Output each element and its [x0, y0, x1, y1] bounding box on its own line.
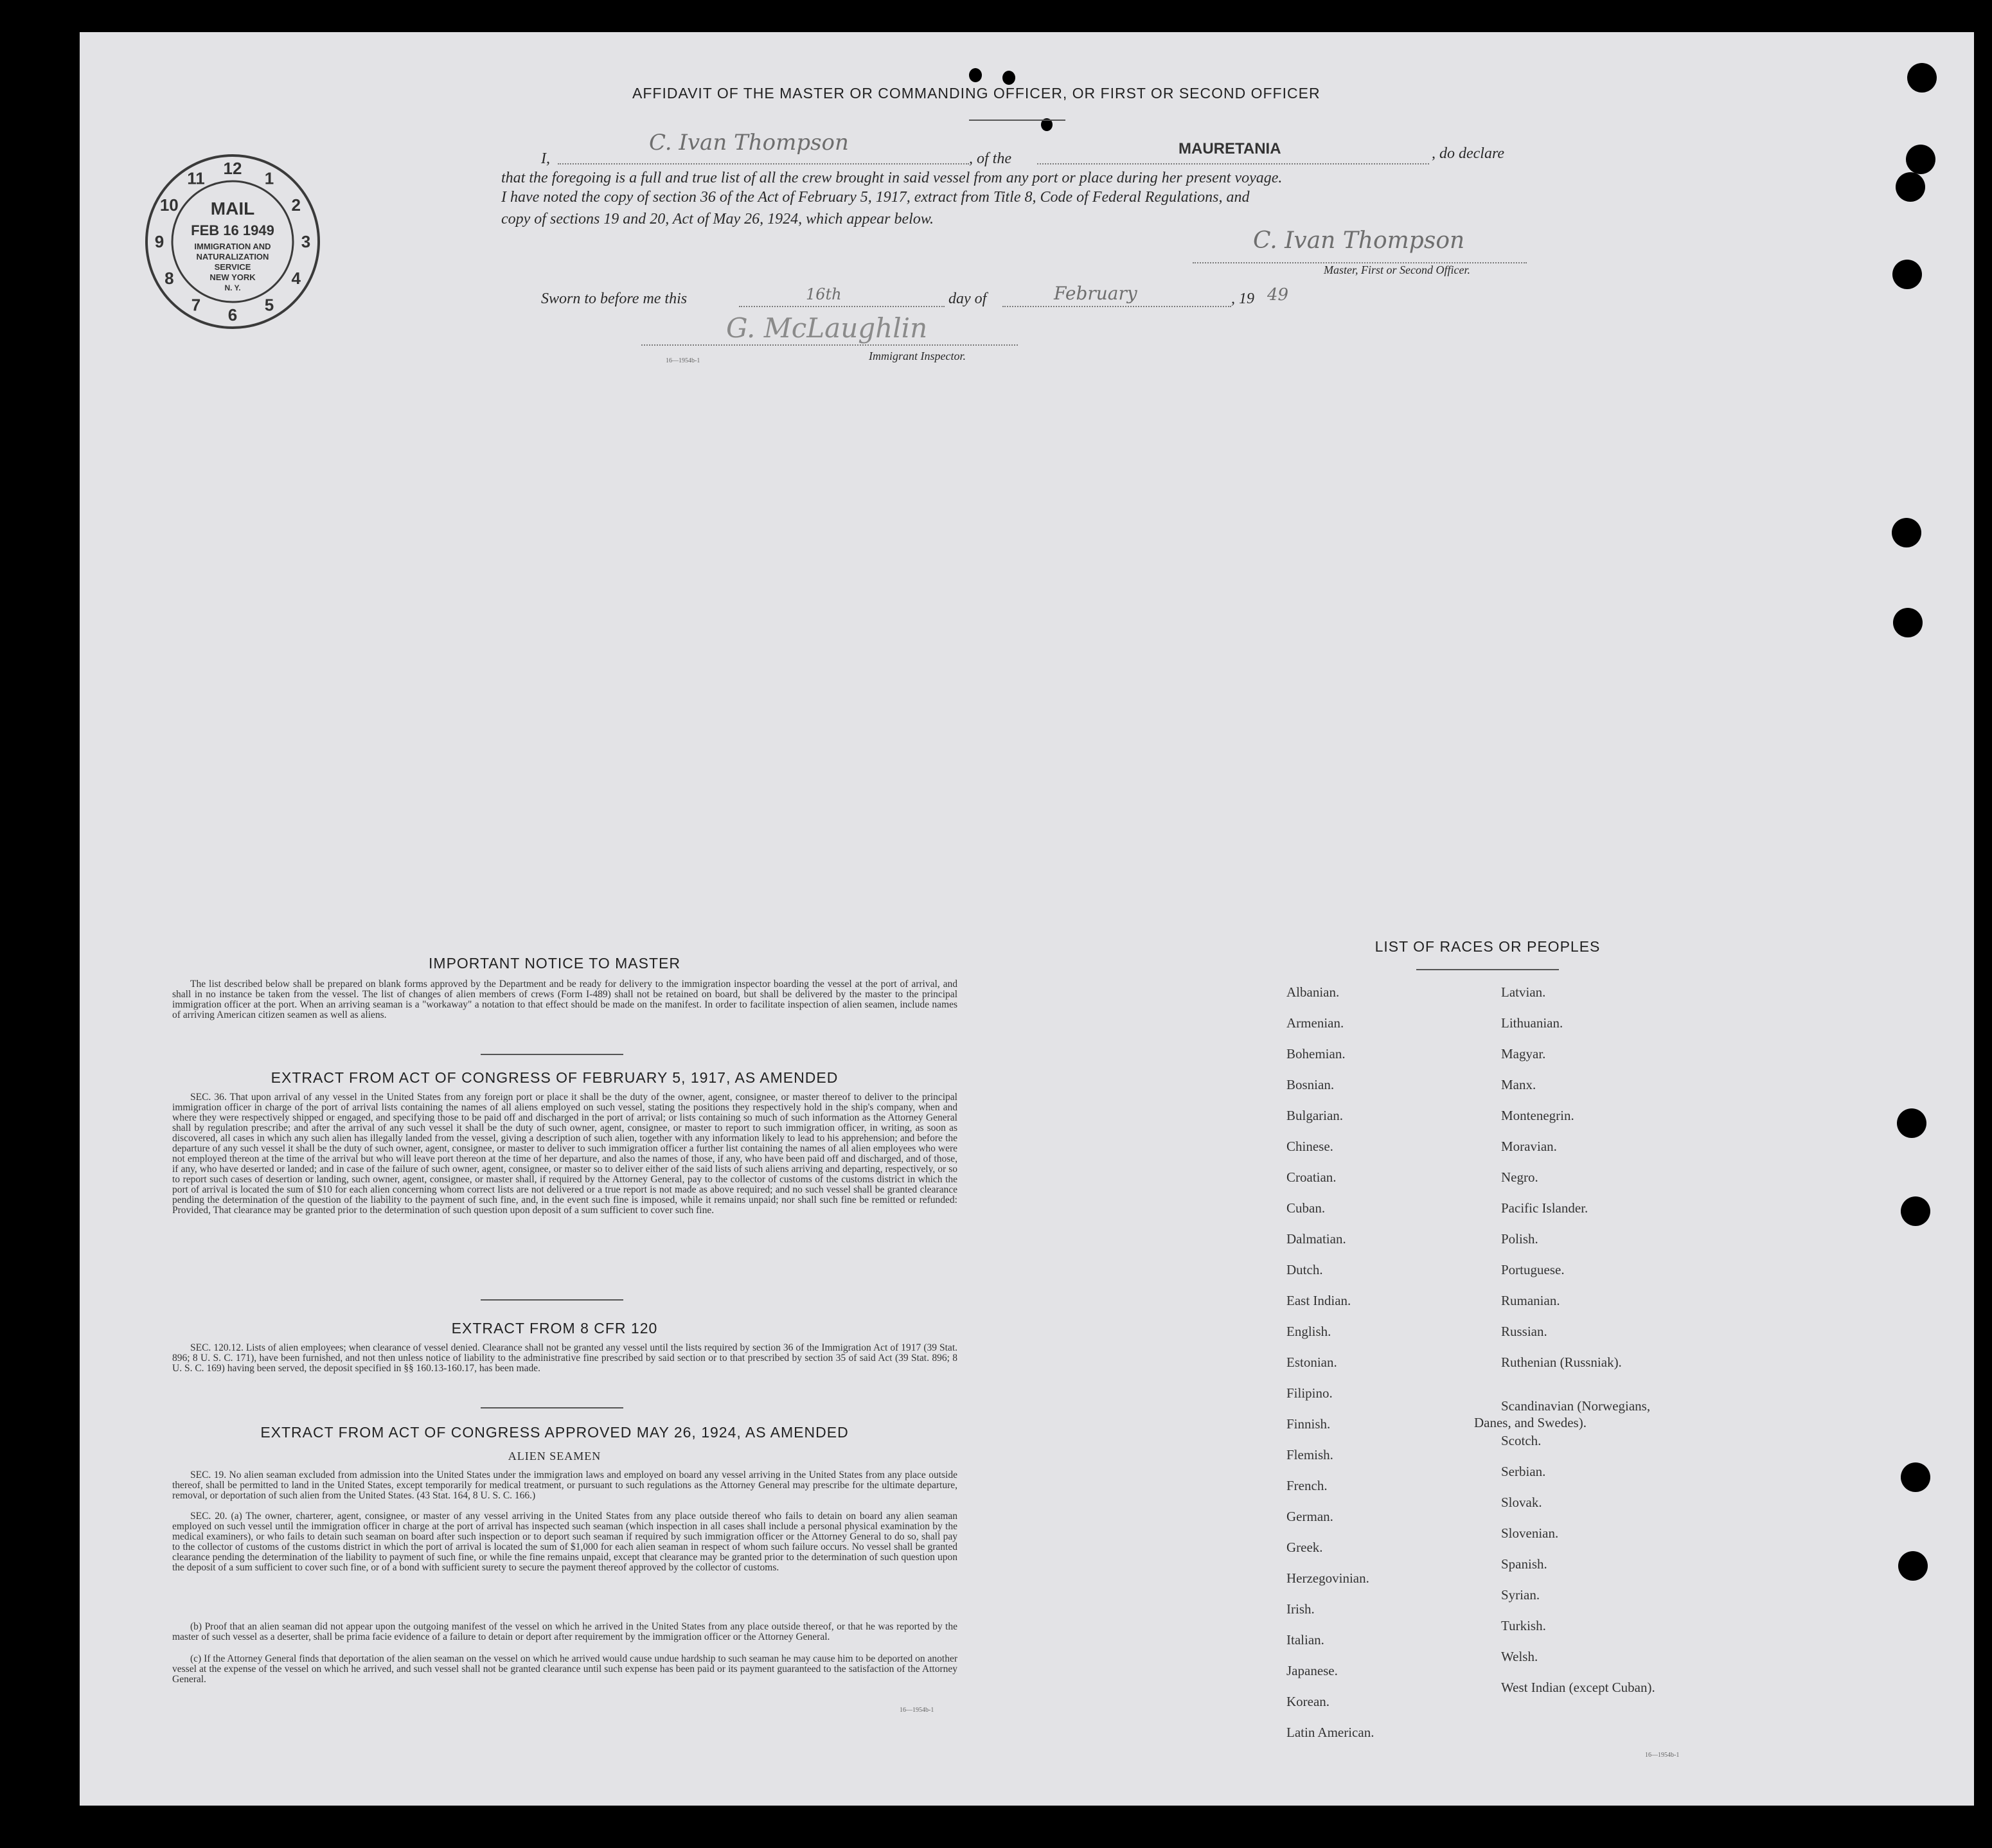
- race-item: Latin American.: [1286, 1725, 1374, 1740]
- stamp-ring-number: 9: [154, 232, 165, 251]
- race-item: Armenian.: [1286, 1015, 1344, 1031]
- notice-body: The list described below shall be prepared on blank forms approved by the Department and be ready for delivery to the immigration inspector boarding the vessel at the port of arrival, and shall in no instance be taken from the vessel. The list of changes of alien members of crews (Form I-489) shall not be retained on board, but shall be delivered by the master to the principal immigration officer at the port. When an arriving seaman is a "workaway" a notation to that effect should be made on the manifest. In order to facilitate inspection of alien seamen, include names of arriving American citizen seamen as well as aliens.: [172, 979, 957, 1020]
- race-item: Polish.: [1501, 1231, 1538, 1247]
- race-item: Scotch.: [1501, 1433, 1542, 1448]
- stamp-mail-text: MAIL: [210, 199, 255, 218]
- race-item: Croatian.: [1286, 1169, 1337, 1185]
- race-item: Korean.: [1286, 1694, 1330, 1709]
- extract-1924-sec20b: (b) Proof that an alien seaman did not appear upon the outgoing manifest of the vessel on which he arrived in the United States from any place outside thereof, or that he was reported by the master of such vessel as a deserter, shall be prima facie evidence of a failure to detain or deport after requirement by the immigration officer or the Attorney General.: [172, 1621, 957, 1642]
- race-item: Filipino.: [1286, 1385, 1333, 1401]
- stamp-date: FEB 16 1949: [191, 222, 274, 238]
- race-item: French.: [1286, 1478, 1328, 1493]
- alien-seamen-subtitle: ALIEN SEAMEN: [508, 1450, 601, 1462]
- race-item: Irish.: [1286, 1601, 1315, 1617]
- race-item: Italian.: [1286, 1632, 1324, 1648]
- divider: [1416, 969, 1559, 970]
- stamp-ring-number: 4: [291, 269, 301, 288]
- punch-hole: [1897, 1108, 1926, 1138]
- divider: [969, 120, 1065, 121]
- signature-caption: Master, First or Second Officer.: [1324, 263, 1470, 276]
- master-name-handwritten: C. Ivan Thompson: [649, 130, 849, 155]
- sworn-day: 16th: [806, 285, 842, 303]
- stamp-ring-number: 3: [301, 232, 311, 251]
- punch-hole: [1901, 1196, 1930, 1226]
- affidavit-do-declare: , do declare: [1432, 145, 1505, 162]
- inspector-line: [641, 344, 1018, 346]
- punch-hole: [1893, 608, 1923, 637]
- race-item: Flemish.: [1286, 1447, 1333, 1462]
- race-item: English.: [1286, 1324, 1331, 1339]
- race-item: Slovak.: [1501, 1495, 1542, 1510]
- extract-1917-body: SEC. 36. That upon arrival of any vessel in the United States from any foreign port or place it shall be the duty of the owner, agent, consignee, or master thereof to deliver to the principal immigration officer in charge of the port of arrival lists containing the names of all aliens employed on such vessel, stating the positions they respectively hold in the ship's company, when and where they were respectively shipped or engaged, and specifying those to be paid off and discharged in the port of arrival; or lists containing so much of such information as the Attorney General shall by regulation prescribe; and after the arrival of any such vessel it shall be the duty of such owner, agent, consignee, or master to report to such immigration officer, in writing, as soon as discovered, all cases in which any such alien has illegally landed from the vessel, giving a description of such alien, together with any information likely to lead to his apprehension; and before the departure of any such vessel it shall be the duty of such owner, agent, consignee, or master to deliver to such immigration officer a further list containing the names of all alien employees who were not employed thereon at the time of the arrival but who will leave port thereon at the time of her departure, and also the names of those, if any, who have been paid off and discharged, and of those, if any, who have deserted or landed; and in case of the failure of such owner, agent, consignee, or master so to deliver either of the said lists of such aliens arriving and departing, respectively, or so to report such cases of desertion or landing, such owner, agent, consignee, or master shall, if required by the Attorney General, pay to the collector of customs of the customs district in which the port of arrival is located the sum of $10 for each alien concerning whom correct lists are not delivered or a true report is not made as above required; and no such vessel shall be granted clearance pending the determination of the question of the liability to the payment of such fine, and, in the event such fine is imposed, while it remains unpaid; nor shall such fine be remitted or refunded: Provided, That clearance may be granted prior to the determination of such question upon deposit of a sum sufficient to cover such fine.: [172, 1092, 957, 1216]
- race-item: Bulgarian.: [1286, 1108, 1344, 1123]
- race-item: Chinese.: [1286, 1139, 1333, 1154]
- race-item: Manx.: [1501, 1077, 1536, 1092]
- race-item: Lithuanian.: [1501, 1015, 1563, 1031]
- notice-title: IMPORTANT NOTICE TO MASTER: [429, 955, 680, 972]
- races-title: LIST OF RACES OR PEOPLES: [1374, 938, 1601, 955]
- inspector-signature: G. McLaughlin: [726, 312, 928, 344]
- race-item: Japanese.: [1286, 1663, 1338, 1678]
- stamp-line5: N. Y.: [224, 283, 241, 292]
- year-suffix: 49: [1267, 285, 1289, 305]
- master-signature-handwritten: C. Ivan Thompson: [1253, 227, 1465, 254]
- stamp-line3: SERVICE: [214, 262, 251, 272]
- race-item: Syrian.: [1501, 1587, 1540, 1603]
- race-item: Portuguese.: [1501, 1262, 1565, 1277]
- form-number: 16—1954b-1: [666, 357, 700, 364]
- stamp-ring-number: 6: [227, 305, 238, 324]
- vessel-name: MAURETANIA: [1178, 140, 1281, 157]
- form-number: 16—1954b-1: [900, 1707, 934, 1714]
- punch-hole: [1898, 1551, 1928, 1581]
- stamp-ring-number: 8: [165, 269, 174, 288]
- punch-hole: [1002, 71, 1015, 85]
- race-item: Russian.: [1501, 1324, 1547, 1339]
- sworn-month: February: [1054, 283, 1137, 304]
- extract-1917-title: EXTRACT FROM ACT OF CONGRESS OF FEBRUARY 5, 1917, AS AMENDED: [271, 1069, 839, 1086]
- race-item: Cuban.: [1286, 1200, 1326, 1216]
- race-item: Estonian.: [1286, 1355, 1337, 1370]
- affidavit-i: I,: [541, 150, 550, 167]
- punch-hole: [1892, 260, 1922, 289]
- inspector-caption: Immigrant Inspector.: [869, 350, 966, 362]
- race-item: Bohemian.: [1286, 1046, 1346, 1062]
- race-item: Ruthenian (Russniak).: [1501, 1355, 1622, 1370]
- race-item: Magyar.: [1501, 1046, 1546, 1062]
- race-item: Finnish.: [1286, 1416, 1331, 1432]
- race-item: Dalmatian.: [1286, 1231, 1346, 1247]
- divider: [481, 1054, 623, 1055]
- punch-hole: [1892, 518, 1921, 547]
- punch-hole: [969, 68, 982, 82]
- sworn-day-field: [739, 306, 945, 307]
- stamp-ring-number: 5: [264, 295, 274, 315]
- race-item: Spanish.: [1501, 1556, 1547, 1572]
- mail-stamp: [143, 152, 323, 332]
- affidavit-of-the: , of the: [969, 150, 1011, 167]
- stamp-line2: NATURALIZATION: [196, 252, 269, 262]
- race-item: Montenegrin.: [1501, 1108, 1574, 1123]
- affidavit-title: AFFIDAVIT OF THE MASTER OR COMMANDING OFFICER, OR FIRST OR SECOND OFFICER: [632, 85, 1321, 102]
- race-item: Moravian.: [1501, 1139, 1557, 1154]
- race-item: Dutch.: [1286, 1262, 1323, 1277]
- stamp-ring-number: 2: [291, 195, 301, 215]
- stamp-ring-number: 11: [187, 168, 205, 188]
- race-item: Turkish.: [1501, 1618, 1546, 1633]
- extract-cfr-title: EXTRACT FROM 8 CFR 120: [451, 1320, 658, 1337]
- punch-hole: [1901, 1462, 1930, 1492]
- extract-1924-sec20a: SEC. 20. (a) The owner, charterer, agent, consignee, or master of any vessel arriving in the United States from any place outside thereof who fails to detain on board any alien seaman employed on such vessel until the immigration officer in charge at the port of arrival has inspected such seaman (which inspection in all cases shall include a personal physical examination by the medical examiners), or who fails to detain such seaman on board after such inspection or to deport such seaman if required by such immigration officer or the Attorney General to do so, shall pay to the collector of customs of the customs district in which the port of arrival is located the sum of $1,000 for each alien seaman in respect of whom such failure occurs. No vessel shall be granted clearance pending the determination of the liability to payment of such fine, or while the fine remains unpaid, except that clearance may be granted prior to the determination of such question upon the deposit of a sum sufficient to cover such fine, or of a bond with sufficient surety to secure the payment thereof approved by the collector of customs.: [172, 1511, 957, 1573]
- sworn-month-field: [1002, 306, 1231, 307]
- punch-hole: [1906, 145, 1935, 174]
- race-item: Scandinavian (Norwegians,: [1501, 1398, 1651, 1414]
- race-item: Welsh.: [1501, 1649, 1538, 1664]
- divider: [481, 1407, 623, 1408]
- stamp-line1: IMMIGRATION AND: [194, 242, 271, 251]
- race-item: West Indian (except Cuban).: [1501, 1680, 1655, 1695]
- extract-cfr-body: SEC. 120.12. Lists of alien employees; when clearance of vessel denied. Clearance shall not be granted any vessel until the lists required by section 36 of the Immigration Act of 1917 (39 Stat. 896; 8 U. S. C. 171), have been furnished, and not then unless notice of liability to the administrative fine prescribed by said section or to that prescribed by section 35 of said Act (39 Stat. 896; 8 U. S. C. 169) having been served, the deposit specified in §§ 160.13-160.17, has been made.: [172, 1342, 957, 1374]
- race-item: Greek.: [1286, 1540, 1323, 1555]
- divider: [481, 1299, 623, 1301]
- affidavit-body-line2: that the foregoing is a full and true list of all the crew brought in said vessel from any port or place during her present voyage.: [501, 170, 1283, 186]
- stamp-ring-number: 12: [223, 159, 242, 178]
- race-item: Negro.: [1501, 1169, 1538, 1185]
- master-name-field: [558, 163, 969, 164]
- affidavit-body-line4: copy of sections 19 and 20, Act of May 26, 1924, which appear below.: [501, 211, 934, 227]
- vessel-name-field: [1037, 163, 1429, 164]
- form-number: 16—1954b-1: [1645, 1752, 1680, 1759]
- stamp-ring-number: 10: [159, 195, 179, 215]
- extract-1924-title: EXTRACT FROM ACT OF CONGRESS APPROVED MAY 26, 1924, AS AMENDED: [260, 1424, 849, 1441]
- stamp-ring-number: 1: [264, 168, 274, 188]
- race-item: Danes, and Swedes).: [1474, 1415, 1587, 1430]
- day-of: day of: [948, 290, 987, 307]
- race-item: Rumanian.: [1501, 1293, 1560, 1308]
- extract-1924-sec19: SEC. 19. No alien seaman excluded from admission into the United States under the immigration laws and employed on board any vessel arriving in the United States from any place outside thereof, shall be permitted to land in the United States, except temporarily for medical treatment, or pursuant to such regulations as the Attorney General may prescribe for the ultimate departure, removal, or deportation of such alien from the United States. (43 Stat. 164, 8 U. S. C. 166.): [172, 1470, 957, 1501]
- extract-1924-sec20c: (c) If the Attorney General finds that deportation of the alien seaman on the vessel on which he arrived would cause undue hardship to such seaman he may cause him to be deported on another vessel at the expense of the vessel on which he arrived, and such vessel shall not be granted clearance until such expense has been paid or its payment guaranteed to the satisfaction of the Attorney General.: [172, 1653, 957, 1685]
- sworn-prefix: Sworn to before me this: [541, 290, 688, 307]
- race-item: Pacific Islander.: [1501, 1200, 1588, 1216]
- race-item: Serbian.: [1501, 1464, 1546, 1479]
- race-item: Latvian.: [1501, 984, 1546, 1000]
- race-item: Herzegovinian.: [1286, 1570, 1369, 1586]
- race-item: East Indian.: [1286, 1293, 1351, 1308]
- race-item: Slovenian.: [1501, 1525, 1559, 1541]
- punch-hole: [1907, 63, 1937, 93]
- race-item: Albanian.: [1286, 984, 1340, 1000]
- punch-hole: [1896, 172, 1925, 202]
- race-item: Bosnian.: [1286, 1077, 1335, 1092]
- affidavit-body-line3: I have noted the copy of section 36 of the Act of February 5, 1917, extract from Title 8, Code of Federal Regulations, and: [501, 189, 1250, 206]
- race-item: German.: [1286, 1509, 1333, 1524]
- stamp-ring-number: 7: [191, 295, 201, 315]
- stamp-line4: NEW YORK: [209, 272, 256, 282]
- year-prefix: , 19: [1231, 290, 1254, 307]
